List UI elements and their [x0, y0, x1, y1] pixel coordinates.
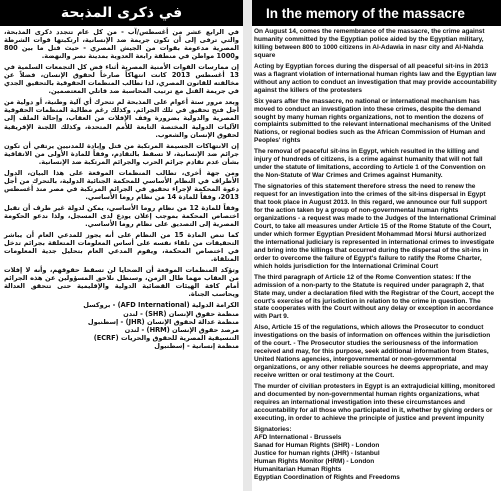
- english-paragraph: Acting by Egyptian forces during the dispersal of all peaceful sit-ins in 2013 was a flagrant violation of international human rights law and the Egyptian law without any action to conduct an investigation that may provide accountability against the killers of the protesters: [254, 62, 497, 94]
- english-title: In the memory of the massacre: [266, 5, 465, 21]
- arabic-paragraph: وبعد مرور ستة أعوام على المذبحة لم تتحرك أي آلية وطنية، أو دولية من أجل فتح تحقيق في تلك الجرائم. وكذلك رغم مطالبة المنظمات الحقوقية المصرية والدولية بضرورة وقف الإفلات من العقاب، وإحالة الملف إلى الآليات الدولية المختصة التابعة للأمم المتحدة، وكذلك اللجنة الإفريقية لحقوق الإنسان والشعوب.: [4, 98, 239, 139]
- arabic-paragraph: كما تنص المادة 15 من النظام على أنه يجوز للمدعي العام أن يباشر التحقيقات من تلقاء نفسه على أساس المعلومات المتعلقة بجرائم تدخل في اختصاص المحكمة، ويقوم المدعي العام بتحليل جدية المعلومات المتلقاة.: [4, 231, 239, 264]
- english-title-banner: [252, 0, 501, 26]
- english-signatory: Human Rights Monitor (HRM) - London: [254, 457, 375, 465]
- english-signatory: AFD International - Brussels: [254, 433, 342, 441]
- english-signatory: Humanitarian Human Rights: [254, 465, 342, 473]
- english-signatories-heading: Signatories:: [254, 425, 292, 433]
- english-signatory: Egyptian Coordination of Rights and Freedoms: [254, 473, 400, 481]
- english-paragraph: Six years after the massacre, no national or international mechanism has moved to conduct an investigation into these crimes, despite the demand sought by many human rights organizations, not to mention the dozens of complaints submitted to the relevant international mechanisms of the United Nations, or regional bodies such as the African Commission of Human and Peoples' rights: [254, 97, 491, 145]
- english-page: [252, 0, 501, 491]
- english-body: [252, 26, 501, 481]
- english-paragraph: On August 14, comes the remembrance of the massacre, the crime against humanity committed by the Egyptian police aided by the Egyptian military, killing between 800 to 1000 citizens in Al-Adawia in nasr city and Al-Nahda square: [254, 28, 485, 59]
- english-paragraph: The third paragraph of Article 12 of the Rome Convention states: If the admission of a non-party to the Statute is required under paragraph 2, that State may, under a declaration filed with the Registrar of the Court, accept the court's exercise of its jurisdiction in relation to the crime in question. The state cooperates with the Court without any delay or exception in accordance with Part 9.: [254, 273, 495, 321]
- arabic-signatory: التنسيقية المصرية للحقوق والحريات (ECRF): [93, 333, 239, 342]
- arabic-paragraph: في الرابع عشر من أغسطس/آب - من كل عام تتجدد ذكرى المذبحة، والتي ترفى إلى أن تكون جريمة ضد الإنسانية، ارتكبتها قوات الشرطة المصرية مدعومة بقوات من الجيش المصري - حيث قتل ما بين 800 و1000 مواطن في منطقة رابعة العدوية بمدينة نصر والنهضة.: [4, 28, 239, 61]
- arabic-signatory: منظمة حقوق الإنسان (SHR) - لندن: [123, 309, 239, 318]
- english-paragraph: The murder of civilian protesters in Egypt is an extrajudicial killing, monitored and documented by non-governmental human rights organizations, what requires an international investigation into these circumstances and accountability for all those who participated in it, whether by giving orders or executing, in order to achieve the principle of justice and prevent impunity: [254, 383, 495, 422]
- page-gutter: [243, 0, 252, 491]
- arabic-paragraph: وتؤكد المنظمات الموقعة أن الضحايا لن تسقط حقوقهم، وأنه لا إفلات من العقاب مهما طال الزمن، وسنظل نلاحق المسؤولين عن هذه الجرائم أمام كافة الهيئات القضائية الدولية والإقليمية حتى تتحقق العدالة ويحاسب الجناة.: [4, 266, 239, 299]
- arabic-signatory: منظمة عدالة لحقوق الإنسان (JHR) - إسطنبول: [87, 317, 239, 326]
- arabic-signatory: منظمة إنسانية - إسطنبول: [154, 341, 239, 350]
- arabic-signatories: [4, 301, 239, 349]
- english-paragraph: The removal of peaceful sit-ins in Egypt, which resulted in the killing and injury of hundreds of citizens, is a crime against humanity that will not fall under the statute of limitations, according to Article 1 of the Convention on the Non-Statute of War Crimes and Crimes against Humanity.: [254, 148, 486, 180]
- english-paragraph: Also, Article 15 of the regulations, which allows the Prosecutor to conduct investigations on the basis of information on offences within the jurisdiction of the court. - The Prosecutor studies the seriousness of the information received and may, for this purpose, seek additional information from States, United Nations agencies, intergovernmental or non-governmental organizations, or any other reliable sources he deems appropriate, and may receive written or oral testimony at the Court.: [254, 324, 491, 380]
- arabic-paragraph: إن الانتهاكات الجسيمة المرتكبة من قتل وإبادة للمدنيين يرتقي أن تكون جرائم ضد الإنسانية، لا تسقط بالتقادم، وفقاً للمادة الأولى من الاتفاقية بشأن عدم تقادم جرائم الحرب والجرائم المرتكبة ضد الإنسانية.: [4, 141, 239, 166]
- english-signatory: Sanad for Human Rights (SHR) - London: [254, 441, 380, 449]
- arabic-paragraph: إن ممارسات القوات الأمنية المصرية أثناء فض كل التجمعات السلمية في 13 أغسطس 2013 كانت انتهاكاً صارخاً لحقوق الإنسان، فضلاً عن مخالفته للقانون المصري، لذا تطالب المنظمات الحقوقية بالتحقيق الجدي في جريمة القتل مع ترتيب المحاسبة ضد قاتلي المعتصمين.: [4, 63, 240, 96]
- arabic-title: في ذكرى المذبحة: [60, 5, 183, 21]
- arabic-signatory: مرصد حقوق الإنسان (HRM) - لندن: [124, 325, 239, 334]
- arabic-body: [0, 26, 243, 350]
- arabic-paragraph: وفقاً للمادة 12 من نظام روما الأساسي، يمكن لدولة غير طرف أن تقبل اختصاص المحكمة بموجب إعلان يودع لدى المسجل، ولذا ندعو الحكومة المصرية إلى التصديق على نظام روما الأساسي.: [4, 203, 239, 229]
- english-paragraph: The signatories of this statement therefore stress the need to renew the request for an investigation into the crimes of the sit-ins dispersal in Egypt that took place in August 2013. In this regard, we announce our full support for the action taken by a group of non-governmental human rights organizations - a request was made to the Judges of the International Criminal Court, to take all measures under Article 15 of the Rome Statute of the Court, under which former Egyptian President Mohammad Morsi Mursi authorized the international judiciary is represented in international crimes to investigate and bring into the killings that occurred during the dispersal of the sit-ins in order to overcome the failure of Egypt's failure to ratify the Rome Charter, which holds jurisdiction for the International Criminal Court: [254, 183, 496, 270]
- arabic-title-banner: [0, 0, 243, 26]
- arabic-paragraph: ومن جهة أخرى، تطالب المنظمات الموقعة على هذا البيان، الدول الأطراف في النظام الأساسي للمحكمة الجنائية الدولية، بالتحرك من أجل دعوة المحكمة لإجراء تحقيق في الجرائم المرتكبة في مصر منذ أغسطس 2013، وفقاً للمادة 14 من نظام روما الأساسي.: [4, 168, 239, 201]
- english-signatories: [254, 426, 497, 482]
- arabic-signatory: الكرامة الدولية (AFD International) - بروكسل: [83, 301, 239, 310]
- arabic-page: [0, 0, 243, 491]
- english-signatory: Justice for human rights (JHR) - Istanbul: [254, 449, 380, 457]
